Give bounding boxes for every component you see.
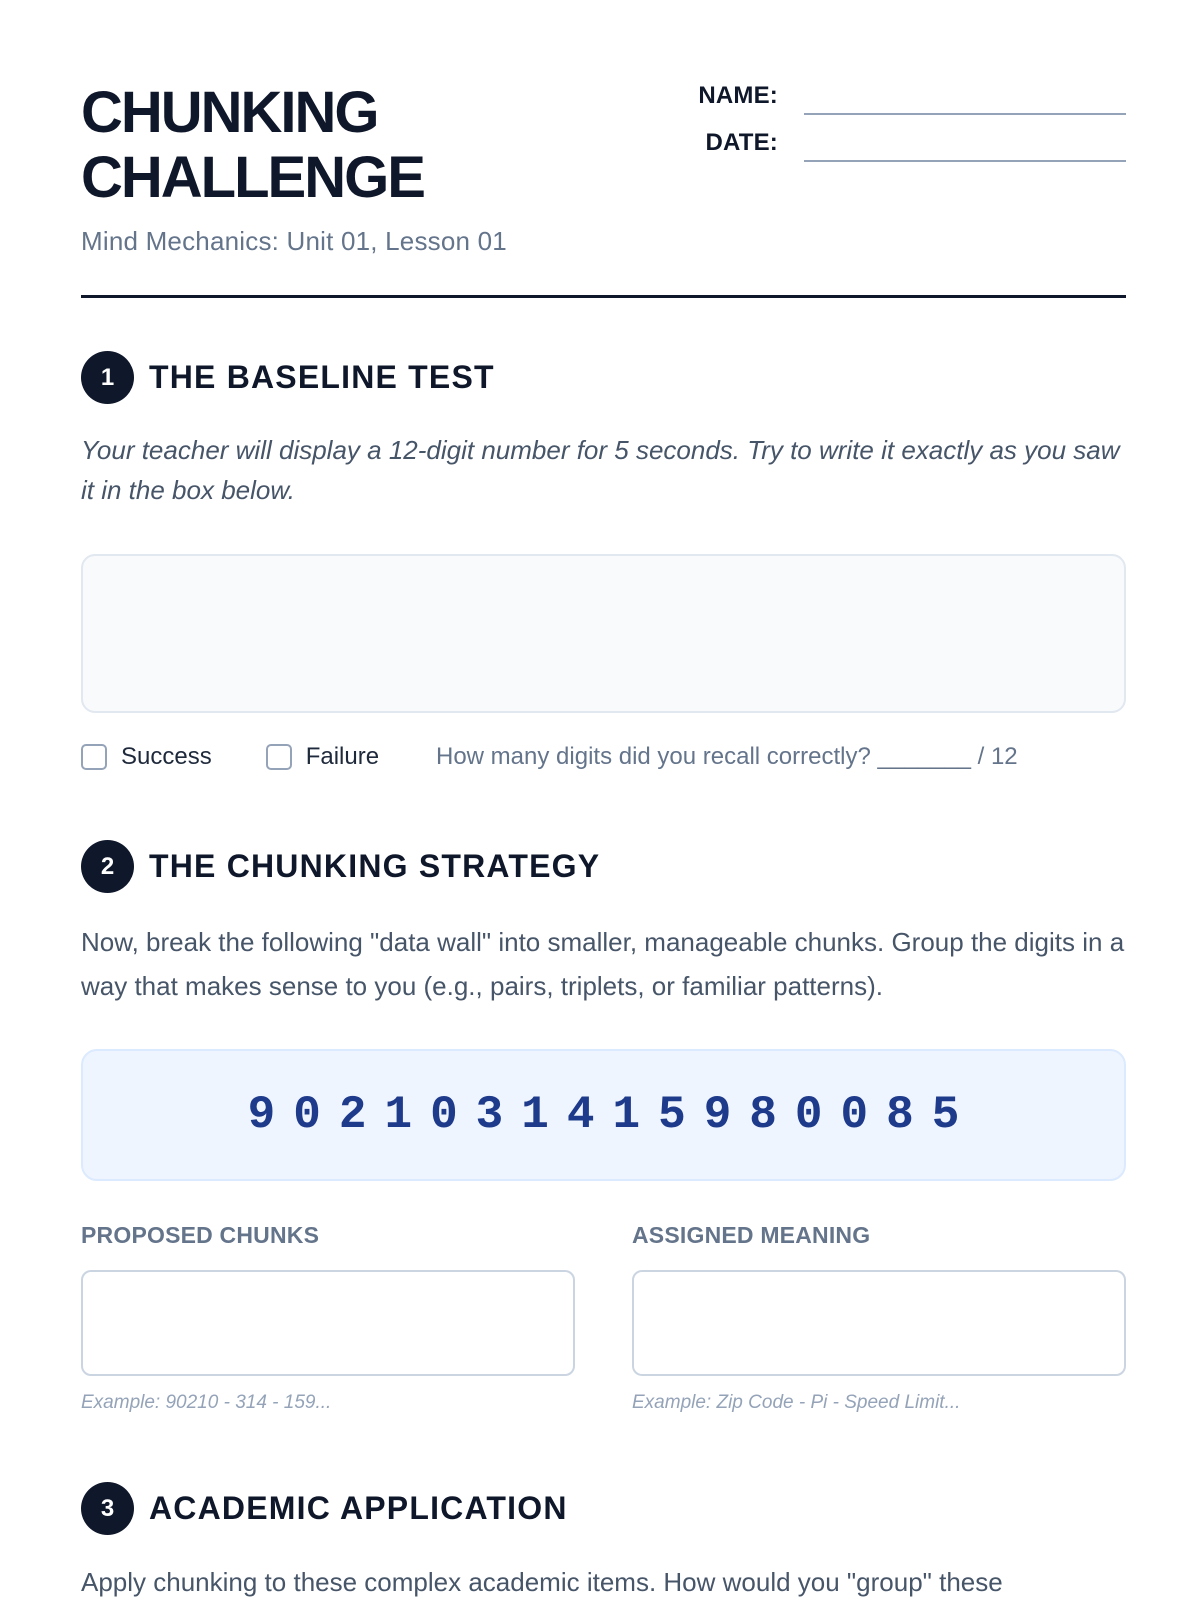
failure-label: Failure	[305, 743, 380, 770]
header-divider	[81, 295, 1126, 298]
section-2-number-badge: 2	[81, 840, 134, 893]
title-block	[81, 80, 507, 257]
result-checkboxes	[81, 742, 379, 772]
name-row	[698, 82, 1126, 129]
section-2-title: THE CHUNKING STRATEGY	[149, 848, 601, 884]
worksheet-header	[81, 80, 1126, 298]
section-3-heading	[81, 1482, 568, 1535]
section-1-heading	[81, 351, 495, 404]
assigned-meaning-input[interactable]	[632, 1270, 1126, 1376]
name-label: NAME:	[698, 82, 778, 109]
section-3-title: ACADEMIC APPLICATION	[149, 1490, 568, 1526]
section-3-number-badge: 3	[81, 1482, 134, 1535]
name-field[interactable]	[804, 113, 1126, 115]
date-field[interactable]	[804, 160, 1126, 162]
data-wall-box	[81, 1049, 1126, 1181]
assigned-meaning-label: ASSIGNED MEANING	[632, 1222, 871, 1248]
lesson-subtitle: Mind Mechanics: Unit 01, Lesson 01	[81, 226, 507, 256]
student-info	[698, 82, 1126, 176]
proposed-chunks-example: Example: 90210 - 314 - 159...	[81, 1392, 332, 1413]
success-label: Success	[121, 743, 212, 770]
worksheet-title	[81, 80, 507, 210]
failure-checkbox[interactable]	[266, 744, 292, 770]
assigned-meaning-example: Example: Zip Code - Pi - Speed Limit...	[632, 1392, 961, 1413]
proposed-chunks-input[interactable]	[81, 1270, 575, 1376]
title-line-1: CHUNKING	[81, 80, 378, 145]
worksheet-page	[81, 0, 1126, 1600]
section-1-title: THE BASELINE TEST	[149, 359, 495, 395]
recall-count-prompt: How many digits did you recall correctly? _______ / 12	[436, 743, 1018, 770]
assigned-meaning-column	[632, 1222, 1126, 1414]
date-row	[698, 129, 1126, 176]
section-1-instruction: Your teacher will display a 12-digit number for 5 seconds. Try to write it exactly as you saw it in the box below.	[81, 435, 1120, 505]
date-label: DATE:	[705, 129, 778, 156]
section-2-instruction: Now, break the following "data wall" into smaller, manageable chunks. Group the digits in a way that makes sense to you (e.g., pairs, triplets, or familiar patterns).	[81, 927, 1125, 1001]
section-2-heading	[81, 840, 600, 893]
proposed-chunks-label: PROPOSED CHUNKS	[81, 1222, 320, 1248]
proposed-chunks-column	[81, 1222, 575, 1414]
success-checkbox[interactable]	[81, 744, 107, 770]
data-wall-digits: 9021031415980085	[247, 1089, 978, 1141]
title-line-2: CHALLENGE	[81, 145, 424, 210]
baseline-answer-box[interactable]	[81, 554, 1126, 713]
section-3-instruction: Apply chunking to these complex academic items. How would you "group" these	[81, 1567, 1003, 1597]
section-1-number-badge: 1	[81, 351, 134, 404]
